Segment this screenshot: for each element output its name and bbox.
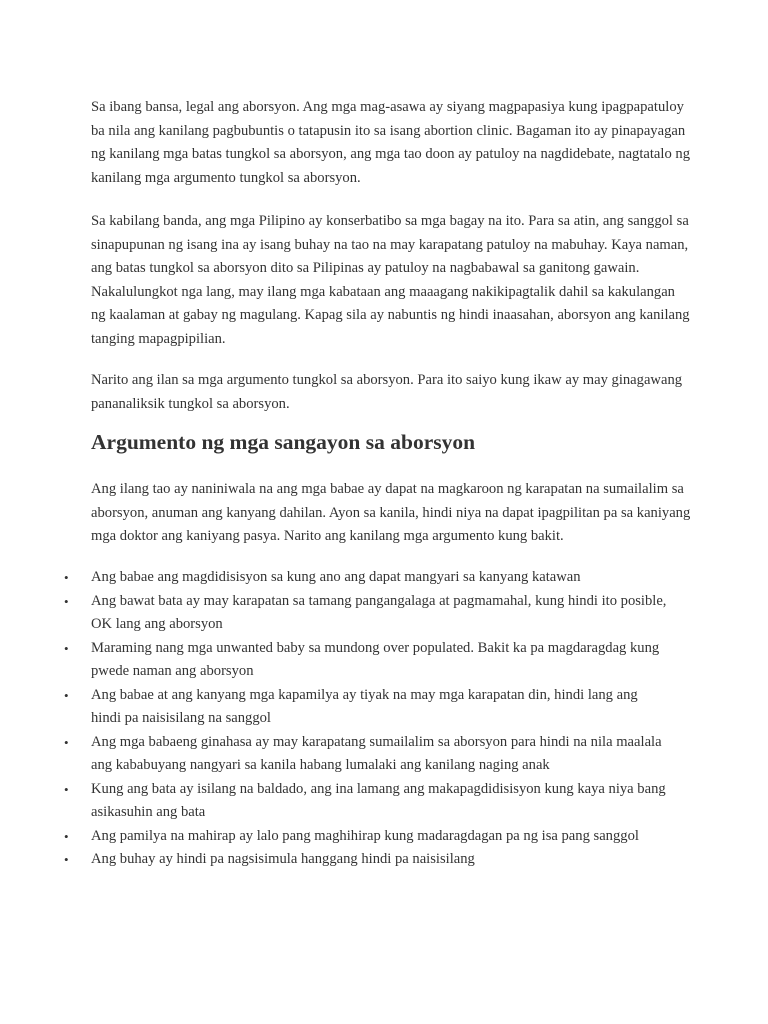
paragraph-intro: Sa ibang bansa, legal ang aborsyon. Ang mga mag-asawa ay siyang magpapasiya kung ipagpapatuloy ba nila ang kanilang pagbubuntis o tatapusin ito sa isang abortion clinic. Bagaman ito ay pinapayagan ng kanilang mga batas tungkol sa aborsyon, ang mga tao doon ay patuloy na nagdidebate, nagtatalo ng kanilang mga argumento tungkol sa aborsyon. xyxy=(91,99,690,186)
list-item xyxy=(62,848,671,872)
bullet-icon: • xyxy=(64,734,69,750)
bullet-icon: • xyxy=(64,852,69,867)
list-item-text: Ang pamilya na mahirap ay lalo pang maghihirap kung madaragdagan pa ng isa pang sanggol xyxy=(91,827,639,844)
list-item xyxy=(62,566,671,590)
list-item-text: Ang buhay ay hindi pa nagsisimula hanggang hindi pa naisisilang xyxy=(91,851,475,867)
paragraph-arguments-intro: Narito ang ilan sa mga argumento tungkol sa aborsyon. Para ito saiyo kung ikaw ay may ginagawang pananaliksik tungkol sa aborsyon. xyxy=(91,372,683,412)
bullet-icon: • xyxy=(64,570,69,585)
bullet-icon: • xyxy=(64,593,69,609)
list-item-text: Maraming nang mga unwanted baby sa mundong over populated. Bakit ka pa magdaragdag kung pwede naman ang aborsyon xyxy=(91,639,660,679)
argument-list xyxy=(62,566,702,872)
list-item-text: Ang mga babaeng ginahasa ay may karapatang sumailalim sa aborsyon para hindi na nila maalala ang kababuyang nangyari sa kanila habang lumalaki ang kanilang naging anak xyxy=(91,733,662,773)
bullet-icon: • xyxy=(64,640,69,656)
list-item xyxy=(62,637,671,684)
bullet-icon: • xyxy=(64,828,69,844)
list-item xyxy=(62,684,671,731)
list-item xyxy=(62,731,671,778)
list-item-text: Kung ang bata ay isilang na baldado, ang ina lamang ang makapagdidisisyon kung kaya niya bang asikasuhin ang bata xyxy=(91,780,666,820)
paragraph-philippines: Sa kabilang banda, ang mga Pilipino ay konserbatibo sa mga bagay na ito. Para sa atin, ang sanggol sa sinapupunan ng isang ina ay isang buhay na tao na may karapatang patuloy na mabuhay. Kaya naman, ang batas tungkol sa aborsyon dito sa Pilipinas ay patuloy na nagbabawal sa ganitong gawain. Nakalulungkot nga lang, may ilang mga kabataan ang maaagang nakikipagtalik dahil sa kakulangan ng kaalaman at gabay ng magulang. Kapag sila ay nabuntis ng hindi inaasahan, aborsyon ang kanilang tanging mapagpipilian. xyxy=(91,213,690,347)
section-heading: Argumento ng mga sangayon sa aborsyon xyxy=(91,430,476,454)
list-item xyxy=(62,825,671,849)
bullet-icon: • xyxy=(64,687,69,703)
list-item-text: Ang babae at ang kanyang mga kapamilya ay tiyak na may mga karapatan din, hindi lang ang hindi pa naisisilang na sanggol xyxy=(91,686,638,726)
bullet-icon: • xyxy=(64,781,69,797)
list-item xyxy=(62,778,671,825)
list-item-text: Ang bawat bata ay may karapatan sa tamang pangangalaga at pagmamahal, kung hindi ito posible, OK lang ang aborsyon xyxy=(91,592,667,632)
list-item-text: Ang babae ang magdidisisyon sa kung ano ang dapat mangyari sa kanyang katawan xyxy=(91,569,581,585)
paragraph-pro-choice-intro: Ang ilang tao ay naniniwala na ang mga babae ay dapat na magkaroon ng karapatan na sumailalim sa aborsyon, anuman ang kanyang dahilan. Ayon sa kanila, hindi niya na dapat ipagpilitan pa sa kaniyang mga doktor ang kaniyang pasya. Narito ang kanilang mga argumento kung bakit. xyxy=(91,481,691,544)
list-item xyxy=(62,590,671,637)
